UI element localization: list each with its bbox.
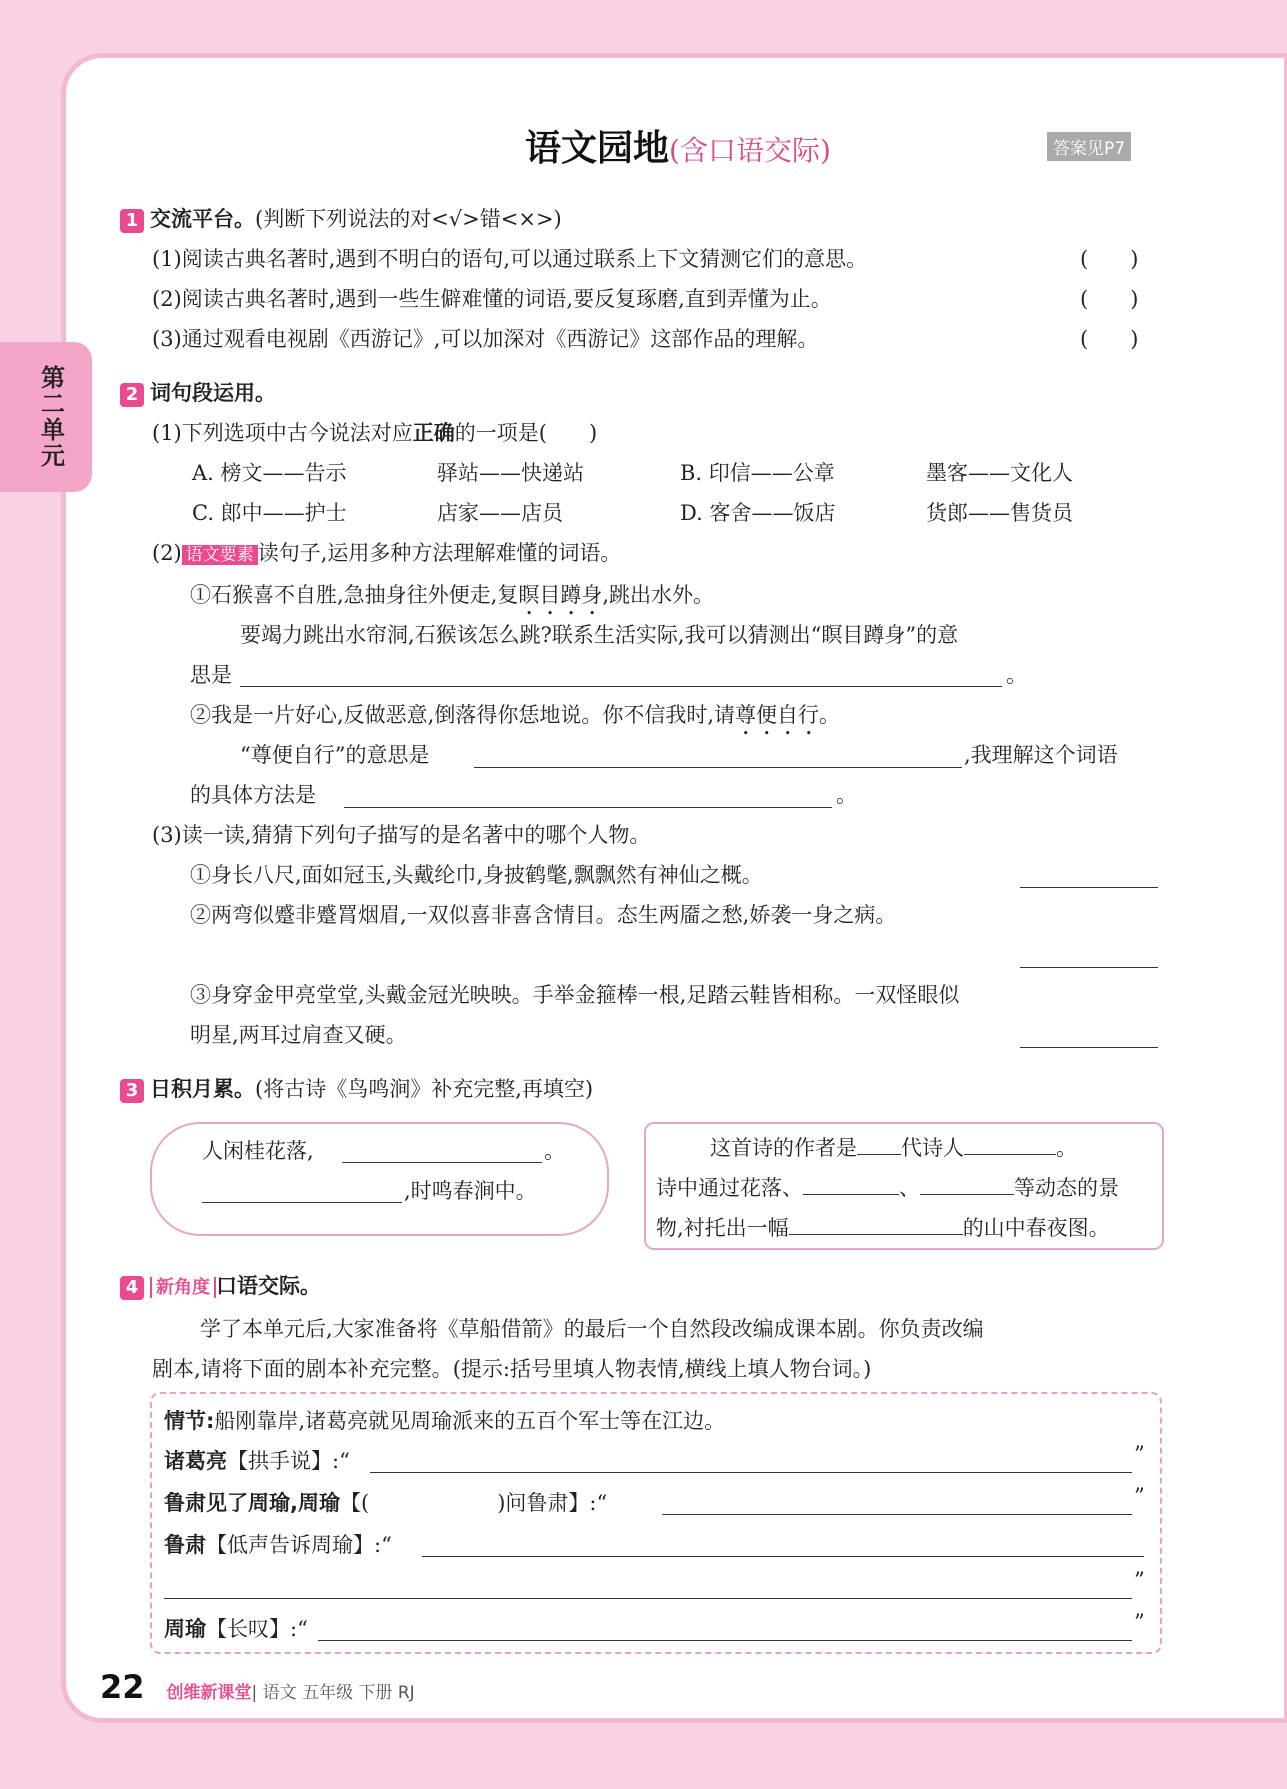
title-main: 语文园地 bbox=[525, 128, 670, 169]
poem-line-2: ,时鸣春涧中。 bbox=[404, 1179, 537, 1203]
poem-blank-2[interactable] bbox=[202, 1202, 402, 1203]
q2-p1-text: (1)下列选项中古今说法对应 bbox=[152, 421, 413, 445]
q1-note: (判断下列说法的对<√>错<×>) bbox=[255, 207, 562, 231]
s1-end: 。 bbox=[1006, 663, 1027, 687]
q2-p3-item-3a: ③身穿金甲亮堂堂,头戴金冠光映映。手举金箍棒一根,足踏云鞋皆相称。一双怪眼似 bbox=[190, 983, 960, 1007]
l2-act-a: 【( bbox=[339, 1491, 370, 1515]
page-title bbox=[525, 120, 831, 171]
unit-side-tab: 第二单元 bbox=[0, 342, 92, 492]
l1-name: 诸葛亮 bbox=[164, 1449, 227, 1473]
q1-item-1: (1)阅读古典名著时,遇到不明白的语句,可以通过联系上下文猜测它们的意思。 bbox=[152, 247, 868, 271]
s2-end: 。 bbox=[836, 783, 857, 807]
q2-p3-item-3b: 明星,两耳过肩查又硬。 bbox=[190, 1023, 407, 1047]
author-name-blank[interactable] bbox=[964, 1154, 1056, 1155]
q2-sentence-2 bbox=[190, 699, 840, 740]
s2-dotted-word: 尊便自行 bbox=[735, 703, 820, 727]
q2-part3-question: (3)读一读,猜猜下列句子描写的是名著中的哪个人物。 bbox=[152, 823, 651, 847]
plot-label: 情节: bbox=[164, 1409, 215, 1433]
q2-number: 2 bbox=[120, 383, 144, 407]
s2-method-line[interactable] bbox=[344, 807, 832, 808]
q2-s2-prompt-2: 的具体方法是 bbox=[190, 783, 316, 807]
script-plot bbox=[164, 1405, 725, 1435]
title-sub: (含口语交际) bbox=[669, 134, 831, 167]
q2-p3-item-2: ②两弯似蹙非蹙罥烟眉,一双似喜非喜含情目。态生两靥之愁,娇袭一身之病。 bbox=[190, 903, 897, 927]
l3-blank-1[interactable] bbox=[422, 1556, 1144, 1557]
q2-option-a2: 驿站——快递站 bbox=[437, 461, 584, 485]
q2-option-b2: 墨客——文化人 bbox=[926, 461, 1073, 485]
q1-item-2: (2)阅读古典名著时,遇到一些生僻难懂的词语,要反复琢磨,直到弄懂为止。 bbox=[152, 287, 832, 311]
poem-blank-1[interactable] bbox=[342, 1162, 542, 1163]
r2b: 、 bbox=[899, 1176, 920, 1200]
poem-info-3 bbox=[656, 1212, 1110, 1242]
scene-blank-2[interactable] bbox=[920, 1194, 1014, 1195]
s1-text-b: ,跳出水外。 bbox=[602, 583, 715, 607]
scene-blank-1[interactable] bbox=[803, 1194, 899, 1195]
q4-intro-2-note: (提示:括号里填人物表情,横线上填人物台词。) bbox=[452, 1357, 872, 1381]
poem-info-2 bbox=[656, 1172, 1119, 1202]
poem-line-1: 人闲桂花落, bbox=[202, 1139, 314, 1163]
q4-intro-2 bbox=[152, 1353, 871, 1383]
p3-answer-line-2[interactable] bbox=[1020, 967, 1158, 968]
q4-title: 口语交际。 bbox=[216, 1274, 321, 1298]
author-dynasty-blank[interactable] bbox=[857, 1154, 901, 1155]
l3-close: ” bbox=[1134, 1568, 1145, 1592]
q2-p3-item-1: ①身长八尺,面如冠玉,头戴纶巾,身披鹤氅,飘飘然有神仙之概。 bbox=[190, 863, 763, 887]
q1-number: 1 bbox=[120, 209, 144, 233]
q3-title: 日积月累。 bbox=[150, 1077, 255, 1101]
s2-text-a: ②我是一片好心,反做恶意,倒落得你恁地说。你不信我时,请 bbox=[190, 703, 736, 727]
s1-dotted-word: 瞑目蹲身 bbox=[518, 583, 603, 607]
s2-meaning-line[interactable] bbox=[474, 767, 962, 768]
picture-blank[interactable] bbox=[789, 1234, 963, 1235]
r2a: 诗中通过花落、 bbox=[656, 1176, 803, 1200]
l2-act-b: )问鲁肃】:“ bbox=[497, 1491, 608, 1515]
script-line-2 bbox=[164, 1487, 607, 1517]
q2-option-b[interactable]: B. 印信——公章 bbox=[680, 461, 835, 485]
q1-title: 交流平台。 bbox=[150, 207, 255, 231]
l1-blank[interactable] bbox=[370, 1472, 1132, 1473]
page-number: 22 bbox=[100, 1668, 145, 1706]
p3-answer-line-3[interactable] bbox=[1020, 1047, 1158, 1048]
l3-name: 鲁肃 bbox=[164, 1533, 206, 1557]
q4-heading bbox=[120, 1270, 321, 1300]
new-angle-tag: 新角度 bbox=[150, 1277, 216, 1298]
s2-text-b: 。 bbox=[819, 703, 841, 727]
p3-answer-line-1[interactable] bbox=[1020, 887, 1158, 888]
script-line-4 bbox=[164, 1613, 308, 1643]
q1-heading bbox=[120, 203, 562, 233]
q2-sentence-1 bbox=[190, 579, 714, 620]
q1-item-3: (3)通过观看电视剧《西游记》,可以加深对《西游记》这部作品的理解。 bbox=[152, 327, 819, 351]
q2-p1-end: 的一项是( ) bbox=[454, 421, 598, 445]
r3a: 物,衬托出一幅 bbox=[656, 1216, 789, 1240]
l4-name: 周瑜 bbox=[164, 1617, 206, 1641]
r2c: 等动态的景 bbox=[1014, 1176, 1119, 1200]
yuwen-yaosu-tag: 语文要素 bbox=[182, 545, 258, 565]
q3-number: 3 bbox=[120, 1079, 144, 1103]
l3-blank-2[interactable] bbox=[164, 1598, 1132, 1599]
l4-act: 【长叹】:“ bbox=[206, 1617, 308, 1641]
script-line-3 bbox=[164, 1529, 392, 1559]
q3-heading bbox=[120, 1073, 593, 1103]
q2-p1-bold: 正确 bbox=[412, 421, 455, 445]
r1c: 。 bbox=[1056, 1136, 1077, 1160]
q2-p2-num: (2) bbox=[152, 541, 182, 565]
q2-p2-text: 读句子,运用多种方法理解难懂的词语。 bbox=[257, 541, 622, 565]
q2-s2-prompt-b: ,我理解这个词语 bbox=[964, 743, 1118, 767]
q4-number: 4 bbox=[120, 1276, 144, 1300]
q2-option-c[interactable]: C. 郎中——护士 bbox=[192, 501, 347, 525]
l1-close: ” bbox=[1134, 1442, 1145, 1466]
script-line-1 bbox=[164, 1445, 350, 1475]
q3-note: (将古诗《鸟鸣涧》补充完整,再填空) bbox=[255, 1077, 594, 1101]
q1-answer-2[interactable]: ( ) bbox=[1080, 287, 1139, 311]
q2-option-d2: 货郎——售货员 bbox=[926, 501, 1073, 525]
q2-s1-prompt: 要竭力跳出水帘洞,石猴该怎么跳?联系生活实际,我可以猜测出“瞑目蹲身”的意 bbox=[240, 623, 959, 647]
r3b: 的山中春夜图。 bbox=[962, 1216, 1110, 1240]
r1a: 这首诗的作者是 bbox=[710, 1136, 857, 1160]
q2-s1-prompt-2: 思是 bbox=[190, 663, 232, 687]
l2-close: ” bbox=[1134, 1484, 1145, 1508]
q2-title: 词句段运用。 bbox=[150, 381, 276, 405]
s1-answer-line[interactable] bbox=[240, 686, 1002, 687]
l4-blank[interactable] bbox=[318, 1640, 1132, 1641]
q2-part2-question bbox=[152, 537, 621, 567]
poem-line-1-end: 。 bbox=[544, 1139, 565, 1163]
r1b: 代诗人 bbox=[901, 1136, 964, 1160]
q2-option-d[interactable]: D. 客舍——饭店 bbox=[680, 501, 836, 525]
q2-part1-question bbox=[152, 417, 597, 447]
l3-act: 【低声告诉周瑜】:“ bbox=[206, 1533, 392, 1557]
q1-answer-1[interactable]: ( ) bbox=[1080, 247, 1139, 271]
q2-s2-prompt: “尊便自行”的意思是 bbox=[240, 743, 430, 767]
footer-brand: 创维新课堂 bbox=[166, 1683, 252, 1703]
page-footer bbox=[100, 1668, 415, 1706]
l4-close: ” bbox=[1134, 1610, 1145, 1634]
q1-answer-3[interactable]: ( ) bbox=[1080, 327, 1139, 351]
q2-option-a[interactable]: A. 榜文——告示 bbox=[192, 461, 347, 485]
plot-text: 船刚靠岸,诸葛亮就见周瑜派来的五百个军士等在江边。 bbox=[214, 1409, 726, 1433]
s1-text-a: ①石猴喜不自胜,急抽身往外便走,复 bbox=[190, 583, 519, 607]
q4-intro-2-text: 剧本,请将下面的剧本补充完整。 bbox=[152, 1357, 453, 1381]
q2-heading bbox=[120, 377, 276, 407]
q4-intro-1: 学了本单元后,大家准备将《草船借箭》的最后一个自然段改编成课本剧。你负责改编 bbox=[200, 1317, 984, 1341]
footer-info: | 语文 五年级 下册 RJ bbox=[251, 1683, 415, 1703]
l2-blank[interactable] bbox=[662, 1514, 1132, 1515]
q2-option-c2: 店家——店员 bbox=[437, 501, 563, 525]
l2-name: 鲁肃见了周瑜,周瑜 bbox=[164, 1491, 340, 1515]
answer-ref-badge: 答案见P7 bbox=[1047, 132, 1131, 161]
poem-info-1 bbox=[710, 1132, 1077, 1162]
l1-act: 【拱手说】:“ bbox=[227, 1449, 350, 1473]
